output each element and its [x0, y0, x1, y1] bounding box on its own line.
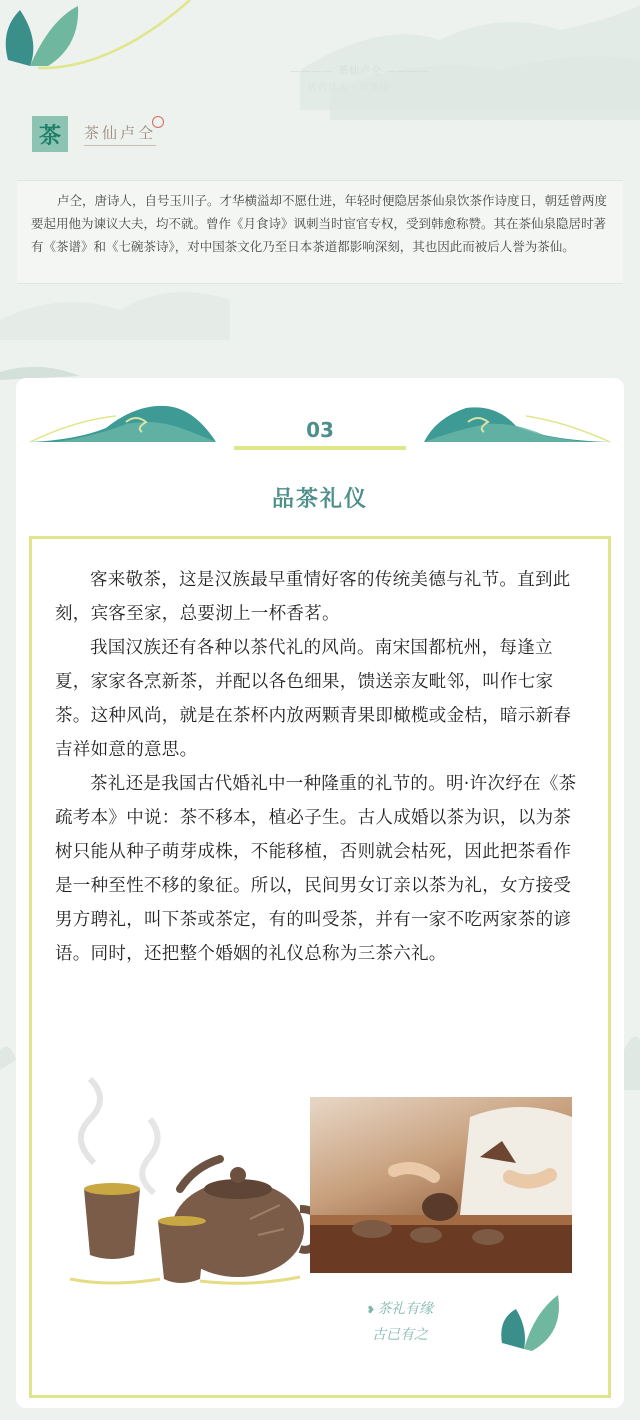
- author-tag: [32, 116, 156, 152]
- paragraph: 茶礼还是我国古代婚礼中一种隆重的礼节的。明·许次纾在《茶疏考本》中说：茶不移本，植必子生。古人成婚以茶为识，以为茶树只能从种子萌芽成株，不能移植，否则就会枯死，因此把茶看作是一种至性不移的象征。所以，民间男女订亲以茶为礼，女方接受男方聘礼，叫下茶或茶定，有的叫受茶，并有一家不吃两家茶的谚语。同时，还把整个婚姻的礼仪总称为三茶六礼。: [55, 774, 577, 964]
- bio-text: 卢仝，唐诗人，自号玉川子。才华横溢却不愿仕进，年轻时便隐居茶仙泉饮茶作诗度日，朝廷曾两度要起用他为谏议大夫，均不就。曾作《月食诗》讽刺当时宦官专权，受到韩愈称赞。其在茶仙泉隐居时著有《茶谱》和《七碗茶诗》，对中国茶文化乃至日本茶道都影响深刻，其也因此而被后人誉为茶仙。: [31, 193, 608, 254]
- header-subcaption: 唐代诗人 · 饮茶诗: [308, 83, 390, 93]
- leaf-icon: [498, 1289, 568, 1359]
- author-name-text: 茶仙卢仝: [84, 124, 157, 142]
- body-text: [55, 563, 585, 971]
- header-caption: ———— 茶仙卢仝 ————: [290, 66, 431, 77]
- teapot-illustration: [50, 1059, 320, 1309]
- circle-icon: [152, 116, 164, 128]
- paragraph: 我国汉族还有各种以茶代礼的风尚。南宋国都杭州，每逢立夏，家家各烹新茶，并配以各色细果，馈送亲友毗邻，叫作七家茶。这种风尚，就是在茶杯内放两颗青果即橄榄或金桔，暗示新春吉祥如意的意思。: [55, 638, 572, 760]
- leaf-icon: [0, 0, 200, 80]
- bio-box: [17, 180, 623, 284]
- author-name: [84, 122, 156, 146]
- tea-pouring-photo: [310, 1097, 572, 1273]
- content-frame: [29, 536, 611, 1398]
- tea-badge: 茶: [32, 116, 68, 152]
- photo-caption: [350, 1297, 450, 1347]
- section-number: 03: [306, 418, 334, 442]
- caption-line-2: 古已有之: [372, 1327, 428, 1343]
- caption-line-1: 茶礼有缘: [377, 1301, 434, 1317]
- leaf-bullet-icon: ❥: [366, 1305, 376, 1316]
- section-title: 品茶礼仪: [271, 487, 368, 512]
- paragraph: 客来敬茶，这是汉族最早重情好客的传统美德与礼节。直到此刻，宾客至家，总要沏上一杯香茗。: [55, 570, 571, 624]
- content-card: [16, 378, 624, 1408]
